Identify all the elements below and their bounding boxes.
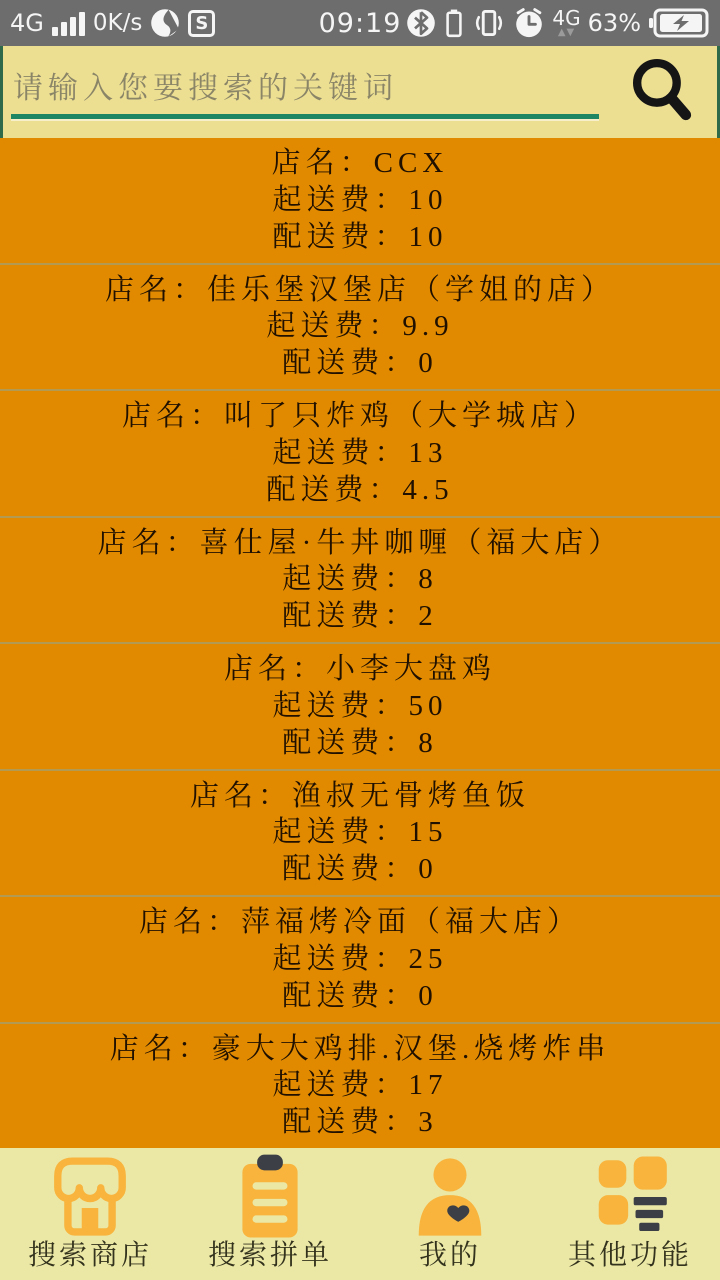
signal-strength-icon — [52, 10, 85, 36]
alarm-clock-icon — [513, 7, 545, 39]
nav-label: 搜索商店 — [27, 1240, 152, 1271]
nav-label: 搜索拼单 — [207, 1240, 332, 1271]
min-order-line: 起送费：10 — [272, 183, 448, 216]
magnifier-icon — [625, 54, 701, 130]
delivery-fee-line: 配送费：3 — [282, 1106, 438, 1139]
shop-name-line: 店名：渔叔无骨烤鱼饭 — [189, 779, 530, 812]
shop-name-line: 店名：叫了只炸鸡（大学城店） — [121, 400, 598, 433]
shop-list-item[interactable] — [0, 769, 720, 896]
search-field — [11, 66, 599, 119]
shop-list-item[interactable] — [0, 642, 720, 769]
clock-label: 09:19 — [318, 7, 402, 39]
status-bar-left — [10, 8, 319, 38]
shop-name-line: 店名：佳乐堡汉堡店（学姐的店） — [104, 273, 615, 306]
delivery-fee-line: 配送费：0 — [282, 347, 438, 380]
nav-item-search-shops[interactable] — [0, 1148, 180, 1280]
network-type-label: 4G — [10, 9, 44, 37]
shop-list-item[interactable] — [0, 389, 720, 516]
delivery-fee-line: 配送费：2 — [282, 600, 438, 633]
shop-list-item[interactable] — [0, 516, 720, 643]
delivery-fee-line: 配送费：0 — [282, 853, 438, 886]
grid-menu-icon — [584, 1152, 676, 1242]
nav-label: 我的 — [418, 1240, 481, 1271]
min-order-line: 起送费：13 — [272, 436, 448, 469]
shop-name-line: 店名：萍福烤冷面（福大店） — [138, 906, 581, 939]
delivery-fee-line: 配送费：10 — [272, 220, 448, 253]
delivery-fee-line: 配送费：4.5 — [266, 473, 454, 506]
charging-battery-icon — [648, 7, 710, 39]
shop-list-item[interactable] — [0, 138, 720, 263]
delivery-fee-line: 配送费：0 — [282, 979, 438, 1012]
nav-item-search-group-orders[interactable] — [180, 1148, 360, 1280]
shop-list — [0, 138, 720, 1148]
shop-name-line: 店名：喜仕屋·牛丼咖喱（福大店） — [97, 526, 623, 559]
battery-percent-label: 63% — [587, 9, 641, 37]
status-bar — [0, 0, 720, 46]
network-speed-label: 0K/s — [92, 10, 143, 36]
clipboard-icon — [224, 1152, 316, 1242]
search-input[interactable] — [11, 66, 599, 114]
sim-s-badge: S — [188, 10, 215, 37]
shop-list-item[interactable] — [0, 895, 720, 1022]
small-battery-icon — [443, 7, 465, 39]
data-saver-icon — [150, 8, 180, 38]
bottom-nav — [0, 1148, 720, 1280]
shop-list-item[interactable] — [0, 263, 720, 390]
mobile-data-4g-icon: 4G ▲▼ — [552, 6, 581, 38]
search-bar — [0, 46, 720, 138]
min-order-line: 起送费：15 — [272, 816, 448, 849]
shop-name-line: 店名：豪大大鸡排.汉堡.烧烤炸串 — [109, 1032, 611, 1065]
min-order-line: 起送费：25 — [272, 942, 448, 975]
shop-name-line: 店名：CCX — [271, 147, 449, 180]
nav-label: 其他功能 — [567, 1240, 692, 1271]
min-order-line: 起送费：8 — [282, 563, 438, 596]
nav-item-mine[interactable] — [360, 1148, 540, 1280]
delivery-fee-line: 配送费：8 — [282, 726, 438, 759]
vibrate-icon — [472, 7, 506, 39]
person-icon — [404, 1152, 496, 1242]
status-bar-right — [401, 7, 710, 39]
min-order-line: 起送费：17 — [272, 1069, 448, 1102]
storefront-icon — [44, 1152, 136, 1242]
nav-item-other-functions[interactable] — [540, 1148, 720, 1280]
search-button[interactable] — [623, 52, 703, 132]
shop-list-item[interactable] — [0, 1022, 720, 1149]
min-order-line: 起送费：50 — [272, 689, 448, 722]
bluetooth-icon — [406, 8, 436, 38]
shop-name-line: 店名：小李大盘鸡 — [223, 653, 496, 686]
min-order-line: 起送费：9.9 — [266, 310, 454, 343]
